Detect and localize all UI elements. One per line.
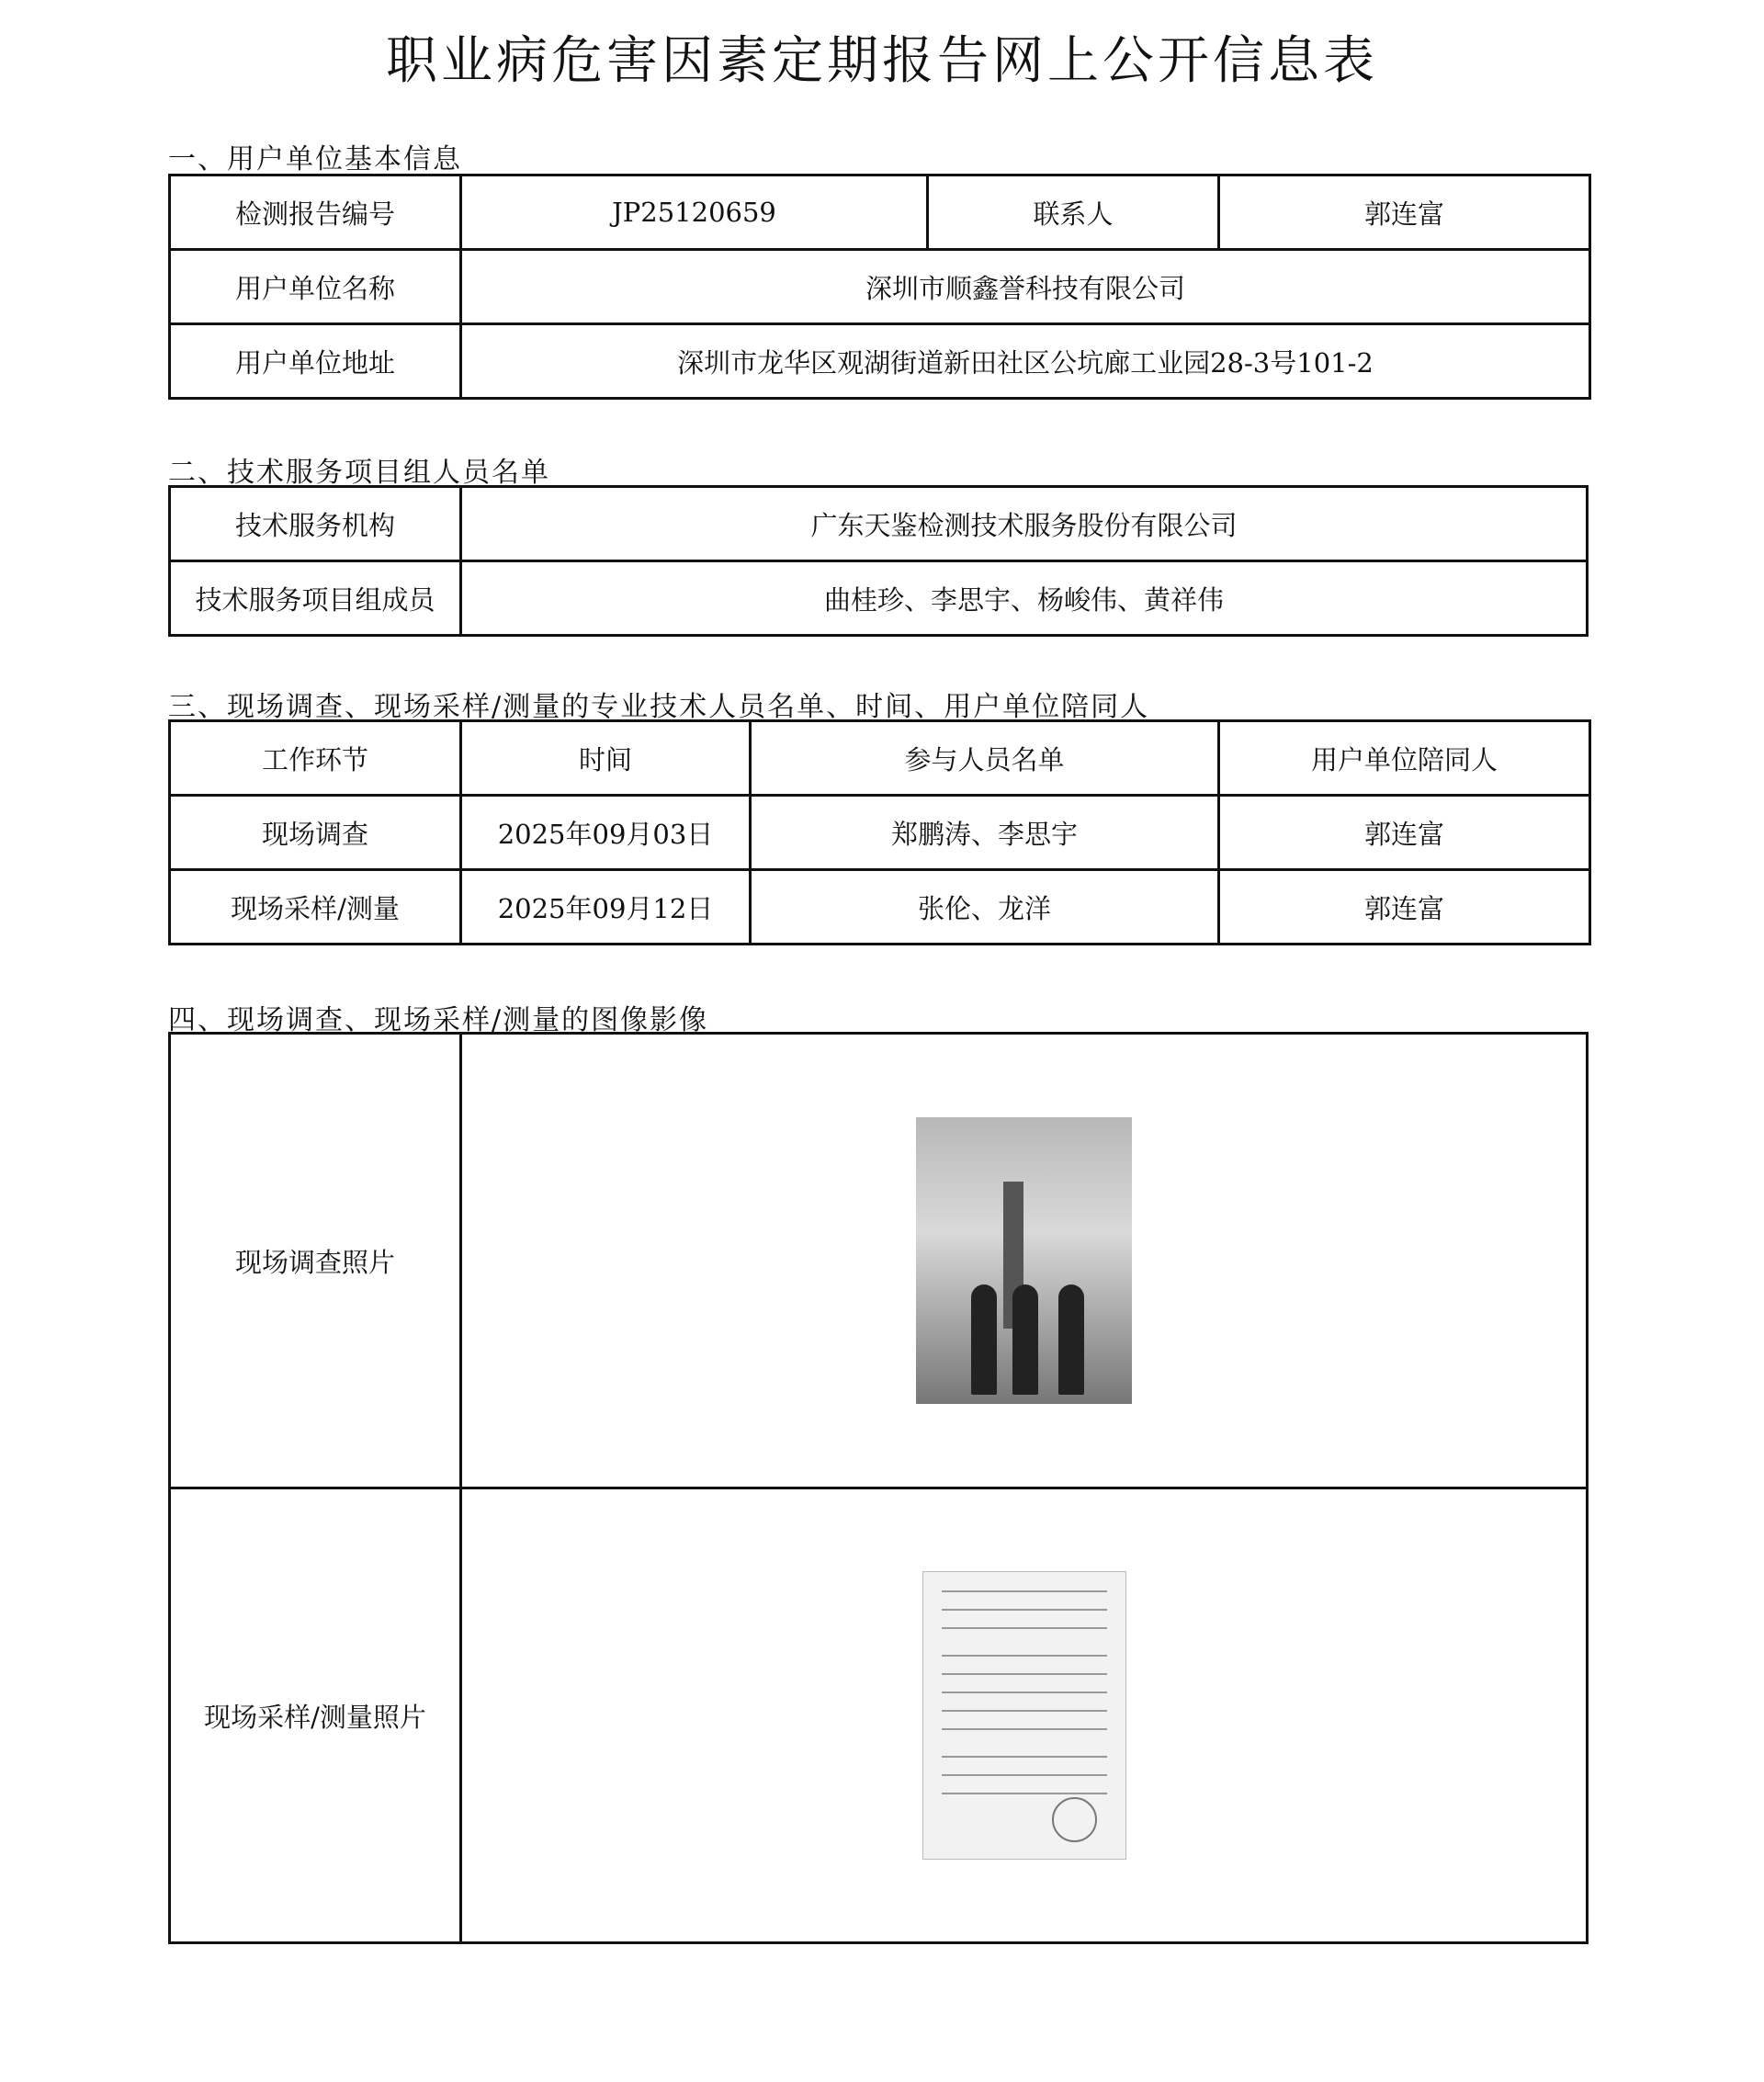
header-time: 时间 [461, 721, 751, 796]
org: 广东天鉴检测技术服务股份有限公司 [461, 487, 1588, 561]
table-row [170, 324, 1590, 399]
report-no: JP25120659 [461, 175, 928, 250]
survey-photo-label: 现场调查照片 [170, 1034, 461, 1488]
escort: 郭连富 [1219, 796, 1590, 870]
participants: 郑鹏涛、李思宇 [751, 796, 1219, 870]
stage: 现场调查 [170, 796, 461, 870]
org-label: 技术服务机构 [170, 487, 461, 561]
members: 曲桂珍、李思宇、杨峻伟、黄祥伟 [461, 561, 1588, 636]
header-participants: 参与人员名单 [751, 721, 1219, 796]
fieldwork-table [168, 719, 1591, 945]
unit-address-label: 用户单位地址 [170, 324, 461, 399]
table-row [170, 561, 1588, 636]
table-row [170, 250, 1590, 324]
table-header-row [170, 721, 1590, 796]
table-row [170, 796, 1590, 870]
table-row [170, 1488, 1588, 1943]
person [971, 1284, 997, 1395]
contact-label: 联系人 [928, 175, 1219, 250]
section3-heading: 三、现场调查、现场采样/测量的专业技术人员名单、时间、用户单位陪同人 [168, 691, 1150, 723]
team-table [168, 485, 1589, 637]
basic-info-table [168, 174, 1591, 400]
escort: 郭连富 [1219, 870, 1590, 945]
stage: 现场采样/测量 [170, 870, 461, 945]
person [1012, 1284, 1038, 1395]
unit-name-label: 用户单位名称 [170, 250, 461, 324]
contact: 郭连富 [1219, 175, 1590, 250]
section2-heading: 二、技术服务项目组人员名单 [168, 457, 550, 489]
seal-stamp [1052, 1797, 1097, 1842]
person [1058, 1284, 1084, 1395]
table-row [170, 870, 1590, 945]
photo-table [168, 1032, 1589, 1944]
table-row [170, 1034, 1588, 1488]
report-no-label: 检测报告编号 [170, 175, 461, 250]
section4-heading: 四、现场调查、现场采样/测量的图像影像 [168, 1004, 709, 1036]
header-escort: 用户单位陪同人 [1219, 721, 1590, 796]
header-stage: 工作环节 [170, 721, 461, 796]
sampling-photo [922, 1571, 1126, 1860]
page-title: 职业病危害因素定期报告网上公开信息表 [386, 31, 1378, 91]
members-label: 技术服务项目组成员 [170, 561, 461, 636]
section1-heading: 一、用户单位基本信息 [168, 143, 462, 175]
survey-photo [916, 1117, 1132, 1404]
unit-address: 深圳市龙华区观湖街道新田社区公坑廊工业园28-3号101-2 [461, 324, 1590, 399]
table-row [170, 487, 1588, 561]
sampling-photo-label: 现场采样/测量照片 [170, 1488, 461, 1943]
time: 2025年09月03日 [461, 796, 751, 870]
table-row [170, 175, 1590, 250]
unit-name: 深圳市顺鑫誉科技有限公司 [461, 250, 1590, 324]
participants: 张伦、龙洋 [751, 870, 1219, 945]
time: 2025年09月12日 [461, 870, 751, 945]
